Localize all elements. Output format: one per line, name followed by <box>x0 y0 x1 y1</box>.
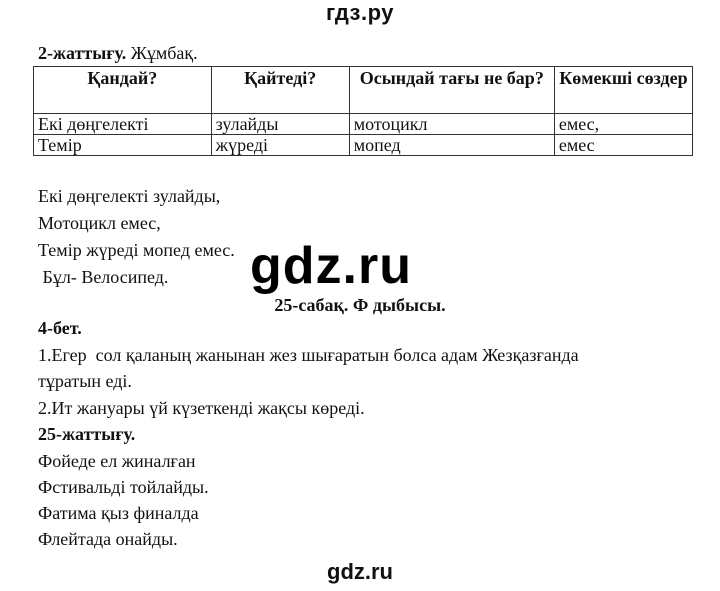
exercise-title <box>38 43 198 64</box>
exercise-number: 25-жаттығу. <box>38 424 136 444</box>
riddle-table <box>33 66 693 156</box>
table-cell: емес, <box>554 114 692 135</box>
exercise-topic: Жұмбақ. <box>130 43 198 63</box>
site-header-logo: гдз.ру <box>326 0 394 25</box>
sentence-line: тұратын еді. <box>38 371 132 391</box>
exercise-line: Фстивальді тойлайды. <box>38 477 209 497</box>
column-header: Қайтеді? <box>211 67 349 114</box>
watermark: gdz.ru <box>250 237 412 295</box>
riddle-line: Екі дөңгелекті зулайды, <box>38 186 221 206</box>
table-cell: мопед <box>349 135 554 156</box>
table-header-row <box>34 67 693 114</box>
table-cell: мотоцикл <box>349 114 554 135</box>
table-cell: жүреді <box>211 135 349 156</box>
site-footer-logo: gdz.ru <box>327 559 393 584</box>
table-cell: емес <box>554 135 692 156</box>
table-cell: зулайды <box>211 114 349 135</box>
column-header: Қандай? <box>34 67 212 114</box>
riddle-answer: Бұл- Велосипед. <box>38 267 169 287</box>
lesson-title: 25-сабақ. Ф дыбысы. <box>274 295 446 315</box>
table-row <box>34 135 693 156</box>
exercise-line: Фатима қыз финалда <box>38 503 199 523</box>
exercise-number: 2-жаттығу. <box>38 43 127 63</box>
page-label: 4-бет. <box>38 318 82 338</box>
sentence-line: 2.Ит жануары үй күзеткенді жақсы көреді. <box>38 398 365 418</box>
riddle-line: Темір жүреді мопед емес. <box>38 240 235 260</box>
table-cell: Екі дөңгелекті <box>34 114 212 135</box>
table-cell: Темір <box>34 135 212 156</box>
sentence-line: 1.Егер сол қаланың жанынан жез шығаратын болса адам Жезқазғанда <box>38 345 579 365</box>
riddle-line: Мотоцикл емес, <box>38 213 161 233</box>
exercise-line: Флейтада онайды. <box>38 529 178 549</box>
column-header: Осындай тағы не бар? <box>349 67 554 114</box>
exercise-line: Фойеде ел жиналған <box>38 451 196 471</box>
column-header: Көмекші сөздер <box>554 67 692 114</box>
table-row <box>34 114 693 135</box>
